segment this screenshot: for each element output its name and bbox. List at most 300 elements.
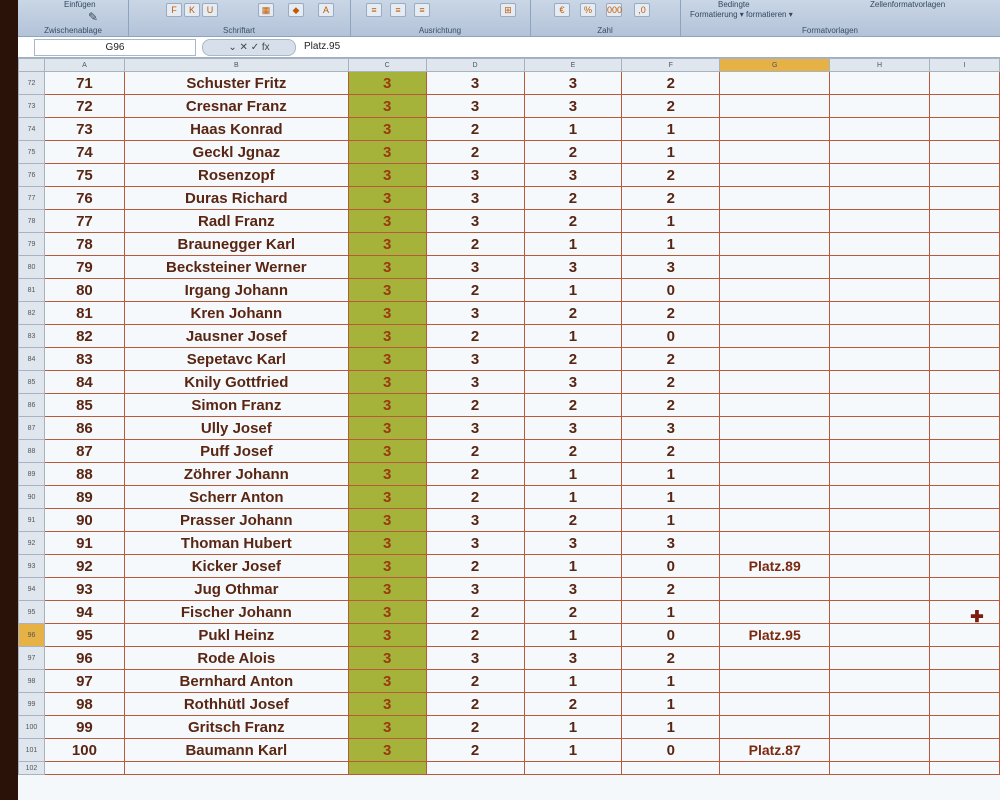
cell-c[interactable]: 3 bbox=[348, 256, 426, 279]
cell-i[interactable] bbox=[930, 762, 1000, 775]
cell-i[interactable] bbox=[930, 233, 1000, 256]
cell-h[interactable] bbox=[830, 601, 930, 624]
underline-button[interactable]: U bbox=[202, 3, 218, 17]
cell-c[interactable]: 3 bbox=[348, 486, 426, 509]
cell-b[interactable]: Fischer Johann bbox=[124, 601, 348, 624]
cell-styles-button[interactable]: Zellenformatvorlagen bbox=[870, 0, 946, 9]
cell-c[interactable]: 3 bbox=[348, 693, 426, 716]
cell-c[interactable]: 3 bbox=[348, 279, 426, 302]
cell-d[interactable]: 3 bbox=[426, 509, 524, 532]
font-color-button[interactable]: A bbox=[318, 3, 334, 17]
cell-b[interactable]: Ully Josef bbox=[124, 417, 348, 440]
cell-i[interactable] bbox=[930, 279, 1000, 302]
cell-f[interactable]: 2 bbox=[622, 302, 720, 325]
row-header[interactable]: 93 bbox=[19, 555, 45, 578]
cell-i[interactable] bbox=[930, 486, 1000, 509]
cell-d[interactable]: 3 bbox=[426, 256, 524, 279]
italic-button[interactable]: K bbox=[184, 3, 200, 17]
cell-i[interactable] bbox=[930, 95, 1000, 118]
cell-e[interactable]: 3 bbox=[524, 164, 622, 187]
cell-c[interactable]: 3 bbox=[348, 601, 426, 624]
cell-i[interactable] bbox=[930, 601, 1000, 624]
cell-d[interactable]: 3 bbox=[426, 187, 524, 210]
cell-e[interactable]: 1 bbox=[524, 325, 622, 348]
cell-f[interactable]: 0 bbox=[622, 739, 720, 762]
row-header[interactable]: 72 bbox=[19, 72, 45, 95]
cell-a[interactable]: 97 bbox=[44, 670, 124, 693]
cell-c[interactable]: 3 bbox=[348, 463, 426, 486]
cell-h[interactable] bbox=[830, 509, 930, 532]
align-right-button[interactable]: ≡ bbox=[414, 3, 430, 17]
cell-g[interactable] bbox=[720, 72, 830, 95]
format-painter-icon[interactable]: ✎ bbox=[88, 10, 99, 24]
cell-c[interactable]: 3 bbox=[348, 72, 426, 95]
cell-g[interactable] bbox=[720, 118, 830, 141]
cell-b[interactable]: Zöhrer Johann bbox=[124, 463, 348, 486]
column-header[interactable]: I bbox=[930, 59, 1000, 72]
cell-g[interactable] bbox=[720, 233, 830, 256]
cell-h[interactable] bbox=[830, 187, 930, 210]
cell-e[interactable]: 1 bbox=[524, 118, 622, 141]
cell-e[interactable]: 1 bbox=[524, 739, 622, 762]
cell-e[interactable]: 1 bbox=[524, 486, 622, 509]
cell-c[interactable]: 3 bbox=[348, 670, 426, 693]
row-header[interactable]: 76 bbox=[19, 164, 45, 187]
align-left-button[interactable]: ≡ bbox=[366, 3, 382, 17]
cell-d[interactable]: 2 bbox=[426, 601, 524, 624]
cell-f[interactable]: 2 bbox=[622, 440, 720, 463]
cell-i[interactable] bbox=[930, 578, 1000, 601]
cell-d[interactable]: 3 bbox=[426, 417, 524, 440]
column-header[interactable]: H bbox=[830, 59, 930, 72]
cell-i[interactable] bbox=[930, 417, 1000, 440]
cell-e[interactable]: 1 bbox=[524, 555, 622, 578]
row-header[interactable]: 87 bbox=[19, 417, 45, 440]
row-header[interactable]: 100 bbox=[19, 716, 45, 739]
cell-a[interactable]: 71 bbox=[44, 72, 124, 95]
cell-e[interactable]: 3 bbox=[524, 371, 622, 394]
cell-f[interactable]: 1 bbox=[622, 210, 720, 233]
cell-f[interactable]: 3 bbox=[622, 532, 720, 555]
cell-g[interactable] bbox=[720, 601, 830, 624]
cell-d[interactable]: 3 bbox=[426, 72, 524, 95]
cell-f[interactable]: 2 bbox=[622, 371, 720, 394]
conditional-format-button[interactable]: Bedingte bbox=[718, 0, 750, 9]
cell-g[interactable] bbox=[720, 762, 830, 775]
cell-h[interactable] bbox=[830, 164, 930, 187]
cell-a[interactable]: 93 bbox=[44, 578, 124, 601]
cell-f[interactable]: 2 bbox=[622, 72, 720, 95]
cell-a[interactable]: 73 bbox=[44, 118, 124, 141]
cell-d[interactable]: 2 bbox=[426, 693, 524, 716]
cell-g[interactable]: Platz.95 bbox=[720, 624, 830, 647]
row-header[interactable]: 98 bbox=[19, 670, 45, 693]
cell-i[interactable] bbox=[930, 72, 1000, 95]
cell-h[interactable] bbox=[830, 463, 930, 486]
cell-b[interactable]: Prasser Johann bbox=[124, 509, 348, 532]
cell-a[interactable]: 85 bbox=[44, 394, 124, 417]
cell-f[interactable]: 2 bbox=[622, 578, 720, 601]
cell-g[interactable] bbox=[720, 394, 830, 417]
cell-b[interactable]: Pukl Heinz bbox=[124, 624, 348, 647]
cell-h[interactable] bbox=[830, 739, 930, 762]
cell-d[interactable]: 2 bbox=[426, 279, 524, 302]
cell-g[interactable] bbox=[720, 95, 830, 118]
cell-g[interactable] bbox=[720, 509, 830, 532]
cell-i[interactable] bbox=[930, 164, 1000, 187]
cell-f[interactable]: 1 bbox=[622, 141, 720, 164]
cell-e[interactable]: 1 bbox=[524, 233, 622, 256]
cell-f[interactable]: 2 bbox=[622, 187, 720, 210]
cell-a[interactable]: 89 bbox=[44, 486, 124, 509]
cell-f[interactable]: 1 bbox=[622, 509, 720, 532]
cell-b[interactable]: Rosenzopf bbox=[124, 164, 348, 187]
cell-f[interactable]: 0 bbox=[622, 624, 720, 647]
row-header[interactable]: 97 bbox=[19, 647, 45, 670]
cell-a[interactable]: 90 bbox=[44, 509, 124, 532]
cell-b[interactable]: Duras Richard bbox=[124, 187, 348, 210]
cell-b[interactable]: Cresnar Franz bbox=[124, 95, 348, 118]
cell-a[interactable]: 83 bbox=[44, 348, 124, 371]
cell-d[interactable]: 3 bbox=[426, 95, 524, 118]
cell-a[interactable]: 75 bbox=[44, 164, 124, 187]
cell-d[interactable]: 2 bbox=[426, 555, 524, 578]
cell-f[interactable]: 0 bbox=[622, 279, 720, 302]
cell-g[interactable] bbox=[720, 164, 830, 187]
row-header[interactable]: 99 bbox=[19, 693, 45, 716]
row-header[interactable]: 77 bbox=[19, 187, 45, 210]
cell-h[interactable] bbox=[830, 141, 930, 164]
cell-a[interactable]: 76 bbox=[44, 187, 124, 210]
row-header[interactable]: 96 bbox=[19, 624, 45, 647]
cell-c[interactable]: 3 bbox=[348, 233, 426, 256]
cell-a[interactable]: 79 bbox=[44, 256, 124, 279]
cell-b[interactable]: Kicker Josef bbox=[124, 555, 348, 578]
cell-c[interactable] bbox=[348, 762, 426, 775]
cell-b[interactable]: Kren Johann bbox=[124, 302, 348, 325]
cell-f[interactable]: 2 bbox=[622, 164, 720, 187]
currency-button[interactable]: € bbox=[554, 3, 570, 17]
cell-i[interactable] bbox=[930, 325, 1000, 348]
column-header[interactable]: D bbox=[426, 59, 524, 72]
cell-f[interactable]: 1 bbox=[622, 716, 720, 739]
cell-h[interactable] bbox=[830, 95, 930, 118]
cell-a[interactable]: 91 bbox=[44, 532, 124, 555]
cell-i[interactable] bbox=[930, 394, 1000, 417]
cell-g[interactable] bbox=[720, 141, 830, 164]
cell-h[interactable] bbox=[830, 325, 930, 348]
cell-i[interactable] bbox=[930, 440, 1000, 463]
row-header[interactable]: 92 bbox=[19, 532, 45, 555]
column-header[interactable]: A bbox=[44, 59, 124, 72]
cell-a[interactable]: 98 bbox=[44, 693, 124, 716]
cell-i[interactable] bbox=[930, 210, 1000, 233]
cell-c[interactable]: 3 bbox=[348, 509, 426, 532]
cell-i[interactable] bbox=[930, 463, 1000, 486]
cell-a[interactable]: 96 bbox=[44, 647, 124, 670]
cell-d[interactable]: 2 bbox=[426, 141, 524, 164]
cell-e[interactable]: 2 bbox=[524, 693, 622, 716]
cell-g[interactable] bbox=[720, 279, 830, 302]
cell-c[interactable]: 3 bbox=[348, 440, 426, 463]
cell-d[interactable]: 3 bbox=[426, 532, 524, 555]
cell-e[interactable]: 2 bbox=[524, 601, 622, 624]
cell-c[interactable]: 3 bbox=[348, 532, 426, 555]
cell-c[interactable]: 3 bbox=[348, 164, 426, 187]
cell-d[interactable]: 3 bbox=[426, 302, 524, 325]
cell-h[interactable] bbox=[830, 440, 930, 463]
cell-i[interactable] bbox=[930, 624, 1000, 647]
cell-h[interactable] bbox=[830, 716, 930, 739]
row-header[interactable]: 83 bbox=[19, 325, 45, 348]
cell-b[interactable]: Haas Konrad bbox=[124, 118, 348, 141]
border-button[interactable]: ▦ bbox=[258, 3, 274, 17]
cell-i[interactable] bbox=[930, 348, 1000, 371]
row-header[interactable]: 85 bbox=[19, 371, 45, 394]
cell-c[interactable]: 3 bbox=[348, 210, 426, 233]
cell-f[interactable]: 2 bbox=[622, 394, 720, 417]
cell-c[interactable]: 3 bbox=[348, 348, 426, 371]
cell-h[interactable] bbox=[830, 555, 930, 578]
cell-i[interactable] bbox=[930, 716, 1000, 739]
cell-h[interactable] bbox=[830, 578, 930, 601]
cell-c[interactable]: 3 bbox=[348, 371, 426, 394]
cell-f[interactable]: 0 bbox=[622, 325, 720, 348]
cell-d[interactable]: 3 bbox=[426, 578, 524, 601]
cell-c[interactable]: 3 bbox=[348, 118, 426, 141]
cell-b[interactable]: Thoman Hubert bbox=[124, 532, 348, 555]
paste-button[interactable]: Einfügen bbox=[64, 0, 96, 9]
cell-f[interactable] bbox=[622, 762, 720, 775]
row-header[interactable]: 94 bbox=[19, 578, 45, 601]
cell-h[interactable] bbox=[830, 486, 930, 509]
cell-b[interactable]: Braunegger Karl bbox=[124, 233, 348, 256]
row-header[interactable]: 73 bbox=[19, 95, 45, 118]
cell-e[interactable]: 3 bbox=[524, 578, 622, 601]
cell-e[interactable]: 1 bbox=[524, 670, 622, 693]
cell-a[interactable]: 77 bbox=[44, 210, 124, 233]
cell-b[interactable]: Knily Gottfried bbox=[124, 371, 348, 394]
cell-a[interactable]: 80 bbox=[44, 279, 124, 302]
cell-e[interactable]: 2 bbox=[524, 210, 622, 233]
cell-c[interactable]: 3 bbox=[348, 325, 426, 348]
cell-c[interactable]: 3 bbox=[348, 555, 426, 578]
column-header[interactable]: F bbox=[622, 59, 720, 72]
cell-a[interactable] bbox=[44, 762, 124, 775]
cell-h[interactable] bbox=[830, 624, 930, 647]
cell-i[interactable] bbox=[930, 371, 1000, 394]
cell-g[interactable] bbox=[720, 302, 830, 325]
cell-a[interactable]: 84 bbox=[44, 371, 124, 394]
cell-a[interactable]: 78 bbox=[44, 233, 124, 256]
cell-g[interactable] bbox=[720, 693, 830, 716]
cell-d[interactable]: 3 bbox=[426, 371, 524, 394]
cell-a[interactable]: 95 bbox=[44, 624, 124, 647]
cell-b[interactable]: Scherr Anton bbox=[124, 486, 348, 509]
cell-a[interactable]: 94 bbox=[44, 601, 124, 624]
cell-h[interactable] bbox=[830, 693, 930, 716]
cell-e[interactable]: 2 bbox=[524, 302, 622, 325]
cell-d[interactable]: 3 bbox=[426, 164, 524, 187]
cell-g[interactable] bbox=[720, 578, 830, 601]
cell-a[interactable]: 72 bbox=[44, 95, 124, 118]
cell-g[interactable] bbox=[720, 716, 830, 739]
row-header[interactable]: 74 bbox=[19, 118, 45, 141]
cell-f[interactable]: 1 bbox=[622, 463, 720, 486]
cell-c[interactable]: 3 bbox=[348, 647, 426, 670]
format-as-table-button[interactable]: Formatierung ▾ formatieren ▾ bbox=[690, 10, 793, 19]
cell-d[interactable]: 2 bbox=[426, 394, 524, 417]
cell-c[interactable]: 3 bbox=[348, 302, 426, 325]
cell-h[interactable] bbox=[830, 302, 930, 325]
cell-e[interactable]: 3 bbox=[524, 256, 622, 279]
cell-d[interactable]: 2 bbox=[426, 233, 524, 256]
cell-h[interactable] bbox=[830, 233, 930, 256]
cell-e[interactable]: 3 bbox=[524, 417, 622, 440]
cell-a[interactable]: 87 bbox=[44, 440, 124, 463]
column-header[interactable]: C bbox=[348, 59, 426, 72]
cell-b[interactable]: Gritsch Franz bbox=[124, 716, 348, 739]
cell-g[interactable]: Platz.89 bbox=[720, 555, 830, 578]
cell-i[interactable] bbox=[930, 647, 1000, 670]
cell-i[interactable] bbox=[930, 532, 1000, 555]
cell-c[interactable]: 3 bbox=[348, 739, 426, 762]
cell-f[interactable]: 2 bbox=[622, 348, 720, 371]
cell-d[interactable]: 2 bbox=[426, 325, 524, 348]
cell-i[interactable] bbox=[930, 739, 1000, 762]
row-header[interactable]: 90 bbox=[19, 486, 45, 509]
row-header[interactable]: 89 bbox=[19, 463, 45, 486]
cell-g[interactable]: Platz.87 bbox=[720, 739, 830, 762]
row-header[interactable]: 84 bbox=[19, 348, 45, 371]
cell-f[interactable]: 1 bbox=[622, 233, 720, 256]
cell-e[interactable]: 2 bbox=[524, 187, 622, 210]
cell-b[interactable]: Radl Franz bbox=[124, 210, 348, 233]
cell-d[interactable]: 2 bbox=[426, 463, 524, 486]
row-header[interactable]: 79 bbox=[19, 233, 45, 256]
cell-c[interactable]: 3 bbox=[348, 394, 426, 417]
cell-e[interactable]: 3 bbox=[524, 72, 622, 95]
cell-e[interactable]: 2 bbox=[524, 141, 622, 164]
cell-c[interactable]: 3 bbox=[348, 417, 426, 440]
cell-e[interactable]: 2 bbox=[524, 440, 622, 463]
cell-g[interactable] bbox=[720, 187, 830, 210]
column-header[interactable]: G bbox=[720, 59, 830, 72]
cell-h[interactable] bbox=[830, 762, 930, 775]
cell-h[interactable] bbox=[830, 72, 930, 95]
name-box[interactable]: G96 bbox=[34, 39, 196, 56]
row-header[interactable]: 95 bbox=[19, 601, 45, 624]
cell-g[interactable] bbox=[720, 647, 830, 670]
formula-input[interactable]: Platz.95 bbox=[304, 41, 341, 52]
cell-h[interactable] bbox=[830, 371, 930, 394]
cell-h[interactable] bbox=[830, 210, 930, 233]
cell-i[interactable] bbox=[930, 187, 1000, 210]
cell-b[interactable]: Rothhütl Josef bbox=[124, 693, 348, 716]
cell-d[interactable]: 2 bbox=[426, 486, 524, 509]
cell-e[interactable]: 1 bbox=[524, 463, 622, 486]
cell-h[interactable] bbox=[830, 348, 930, 371]
fill-color-button[interactable]: ◆ bbox=[288, 3, 304, 17]
cell-g[interactable] bbox=[720, 440, 830, 463]
cell-d[interactable]: 3 bbox=[426, 348, 524, 371]
cell-i[interactable] bbox=[930, 693, 1000, 716]
cell-a[interactable]: 88 bbox=[44, 463, 124, 486]
row-header[interactable]: 80 bbox=[19, 256, 45, 279]
cell-g[interactable] bbox=[720, 532, 830, 555]
cell-b[interactable]: Baumann Karl bbox=[124, 739, 348, 762]
row-header[interactable]: 88 bbox=[19, 440, 45, 463]
cell-a[interactable]: 99 bbox=[44, 716, 124, 739]
cell-e[interactable]: 2 bbox=[524, 348, 622, 371]
cell-e[interactable]: 1 bbox=[524, 716, 622, 739]
cell-h[interactable] bbox=[830, 118, 930, 141]
cell-c[interactable]: 3 bbox=[348, 95, 426, 118]
cell-f[interactable]: 0 bbox=[622, 555, 720, 578]
cell-g[interactable] bbox=[720, 486, 830, 509]
row-header[interactable]: 91 bbox=[19, 509, 45, 532]
cell-g[interactable] bbox=[720, 417, 830, 440]
column-header[interactable]: E bbox=[524, 59, 622, 72]
percent-button[interactable]: % bbox=[580, 3, 596, 17]
cell-d[interactable] bbox=[426, 762, 524, 775]
cell-f[interactable]: 1 bbox=[622, 486, 720, 509]
cell-f[interactable]: 2 bbox=[622, 95, 720, 118]
cell-e[interactable]: 1 bbox=[524, 624, 622, 647]
cell-d[interactable]: 3 bbox=[426, 647, 524, 670]
cell-d[interactable]: 2 bbox=[426, 624, 524, 647]
cell-i[interactable] bbox=[930, 509, 1000, 532]
cell-c[interactable]: 3 bbox=[348, 141, 426, 164]
cell-f[interactable]: 1 bbox=[622, 693, 720, 716]
cell-b[interactable]: Simon Franz bbox=[124, 394, 348, 417]
cell-b[interactable] bbox=[124, 762, 348, 775]
cell-c[interactable]: 3 bbox=[348, 187, 426, 210]
cell-i[interactable] bbox=[930, 302, 1000, 325]
cell-e[interactable]: 3 bbox=[524, 95, 622, 118]
cell-i[interactable] bbox=[930, 118, 1000, 141]
cell-g[interactable] bbox=[720, 371, 830, 394]
row-header[interactable]: 102 bbox=[19, 762, 45, 775]
cell-h[interactable] bbox=[830, 279, 930, 302]
cell-c[interactable]: 3 bbox=[348, 716, 426, 739]
cell-e[interactable]: 3 bbox=[524, 532, 622, 555]
cell-b[interactable]: Puff Josef bbox=[124, 440, 348, 463]
cell-a[interactable]: 82 bbox=[44, 325, 124, 348]
cell-i[interactable] bbox=[930, 670, 1000, 693]
cell-a[interactable]: 81 bbox=[44, 302, 124, 325]
cell-b[interactable]: Becksteiner Werner bbox=[124, 256, 348, 279]
align-center-button[interactable]: ≡ bbox=[390, 3, 406, 17]
cell-h[interactable] bbox=[830, 394, 930, 417]
cell-h[interactable] bbox=[830, 532, 930, 555]
cell-h[interactable] bbox=[830, 670, 930, 693]
cell-h[interactable] bbox=[830, 256, 930, 279]
cell-g[interactable] bbox=[720, 348, 830, 371]
cell-g[interactable] bbox=[720, 463, 830, 486]
cell-a[interactable]: 92 bbox=[44, 555, 124, 578]
cell-d[interactable]: 2 bbox=[426, 739, 524, 762]
cell-f[interactable]: 1 bbox=[622, 670, 720, 693]
cell-e[interactable] bbox=[524, 762, 622, 775]
cell-d[interactable]: 2 bbox=[426, 118, 524, 141]
row-header[interactable]: 101 bbox=[19, 739, 45, 762]
cell-f[interactable]: 1 bbox=[622, 601, 720, 624]
cell-f[interactable]: 3 bbox=[622, 417, 720, 440]
merge-button[interactable]: ⊞ bbox=[500, 3, 516, 17]
cell-a[interactable]: 86 bbox=[44, 417, 124, 440]
cell-e[interactable]: 3 bbox=[524, 647, 622, 670]
